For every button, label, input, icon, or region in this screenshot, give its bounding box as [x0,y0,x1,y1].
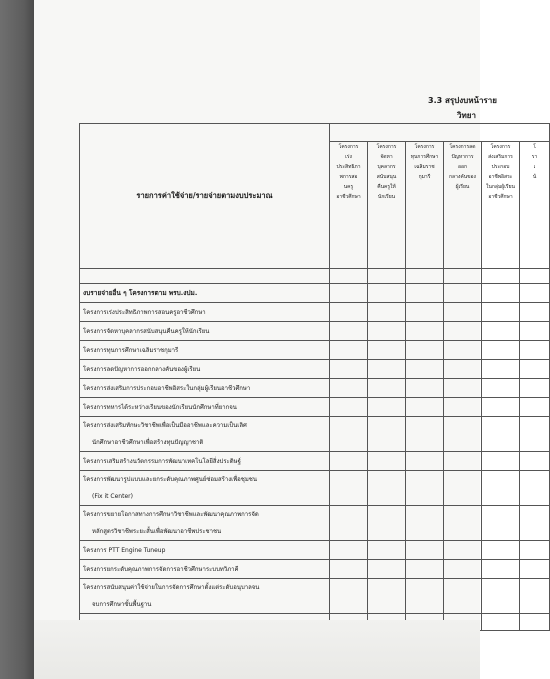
project-column-header-line: สนับสนุน [376,174,397,180]
project-column-header-line: ส่งเสริมการ [488,154,513,160]
value-cell [444,541,482,560]
value-cell [406,560,444,579]
value-cell [368,303,406,322]
value-cell [444,417,482,452]
value-cell [482,303,520,322]
scanner-edge [0,0,34,679]
value-cell [520,452,550,471]
row-label-text: โครงการทหารได้ระหว่างเรียนของนักเรียนนักศึกษาที่ยากจน [83,404,237,411]
value-cell [406,322,444,341]
value-cell [368,284,406,303]
project-column-header-line: กลางคันของ [449,174,476,180]
value-cell [520,579,550,614]
row-label [80,398,330,417]
value-cell [330,303,368,322]
row-label [80,379,330,398]
project-column-header-line: โครงการ [376,144,397,150]
project-column-header-line: น้ [532,174,537,180]
row-label-text: โครงการจัดหาบุคลากรสนับสนุนคืนครูให้นักเรียน [83,328,210,335]
value-cell [406,417,444,452]
value-cell [482,471,520,506]
value-cell [482,341,520,360]
value-cell [368,579,406,614]
value-cell [368,379,406,398]
row-label-text: โครงการเสริมสร้างนวัตกรรมการพัฒนาเทคโนโลยีสิ่งประดิษฐ์ [83,458,241,465]
table-row [80,360,550,379]
row-label-text: โครงการเร่งประสิทธิภาพการสอนครูอาชีวศึกษา [83,309,206,316]
value-cell [368,541,406,560]
value-cell [406,579,444,614]
group-header-cell [330,124,550,142]
value-cell [482,579,520,614]
project-column-header-line: โครงการ [490,144,511,150]
project-column-header-line: ประสิทธิภา [336,164,361,170]
value-cell [406,303,444,322]
value-cell [368,341,406,360]
project-column-header [330,142,368,269]
value-cell [406,398,444,417]
table-row [80,398,550,417]
project-column-header-line: ปัญหาการ [451,154,474,160]
project-column-header-line: เฉลิมราช [414,164,435,170]
value-cell [520,379,550,398]
value-cell [368,417,406,452]
row-label-continuation: (Fix it Center) [92,493,133,500]
value-cell [444,452,482,471]
project-column-header-line: โครงการลด [449,144,476,150]
value-cell [330,452,368,471]
value-cell [520,560,550,579]
value-cell [444,360,482,379]
budget-table [79,123,550,631]
page-bottom-margin [34,620,480,679]
value-cell [482,417,520,452]
project-column-header-line: อาชีวศึกษา [488,194,513,200]
project-column-header-line: เร่ง [345,154,352,160]
value-cell [444,379,482,398]
section-subheading: วิทยา [457,111,476,120]
project-column-header-line: ทุนการศึกษา [410,154,439,160]
value-cell [520,360,550,379]
row-label [80,284,330,303]
project-column-header-line: เ [533,164,536,170]
table-row [80,506,550,541]
project-column-header-line: ผู้เรียน [455,184,470,190]
project-column-header-line: คืนครูให้ [377,184,396,190]
value-cell [444,579,482,614]
project-column-header [444,142,482,269]
table-row [80,303,550,322]
value-cell [368,452,406,471]
project-column-header-line: บุคลากร [377,164,396,170]
value-cell [406,379,444,398]
value-cell [368,360,406,379]
row-label-text: โครงการสนับสนุนค่าใช้จ่ายในการจัดการศึกษาตั้งแต่ระดับอนุบาลจน [83,584,260,591]
table-top-strip [80,124,550,142]
row-label [80,471,330,506]
row-label-text: โครงการลดปัญหาการออกกลางคันของผู้เรียน [83,366,201,373]
project-column-header [368,142,406,269]
value-cell [368,398,406,417]
value-cell [482,398,520,417]
value-cell [444,341,482,360]
project-column-header-line: โครงการ [338,144,359,150]
value-cell [330,579,368,614]
value-cell [406,506,444,541]
row-label [80,560,330,579]
value-cell [520,506,550,541]
table-row [80,471,550,506]
project-column-header-line: พการสอ [339,174,358,180]
section-heading: 3.3 สรุปงบหน้าราย [428,96,497,105]
project-column-header-line: อาชีพอิสระ [488,174,513,180]
project-column-header-line: ในกลุ่มผู้เรียน [486,184,515,190]
table-row [80,452,550,471]
value-cell [520,398,550,417]
value-cell [330,471,368,506]
value-cell [444,398,482,417]
value-cell [444,471,482,506]
value-cell [482,284,520,303]
value-cell [368,506,406,541]
value-cell [520,341,550,360]
value-cell [520,614,550,631]
row-label [80,506,330,541]
value-cell [330,379,368,398]
project-column-header-line: โครงการ [414,144,435,150]
value-cell [482,541,520,560]
value-cell [482,322,520,341]
value-cell [444,322,482,341]
row-label-text: โครงการทุนการศึกษาเฉลิมราชกุมารี [83,347,179,354]
value-cell [444,560,482,579]
value-cell [520,322,550,341]
row-label [80,579,330,614]
project-column-header-line: กุมารี [418,174,431,180]
row-label-text: งบรายจ่ายอื่น ๆ โครงการตาม พรบ.งปม. [83,289,198,297]
value-cell [482,560,520,579]
project-column-header-line: โ [533,144,536,150]
value-cell [330,284,368,303]
table-row [80,417,550,452]
value-cell [406,284,444,303]
value-cell [330,417,368,452]
value-cell [330,560,368,579]
project-column-header-line: อาชีวศึกษา [336,194,361,200]
value-cell [482,379,520,398]
value-cell [406,452,444,471]
row-label-continuation: หลักสูตรวิชาชีพระยะสั้นเพื่อพัฒนาอาชีพประชาชน [92,528,222,535]
value-cell [406,360,444,379]
value-cell [482,452,520,471]
table-row [80,284,550,303]
value-cell [330,398,368,417]
project-column-header-line: ออก [457,164,468,170]
header-spacer-row [80,269,550,284]
table-row [80,341,550,360]
row-label [80,541,330,560]
row-label [80,303,330,322]
value-cell [482,360,520,379]
row-label [80,452,330,471]
value-cell [406,341,444,360]
row-label [80,417,330,452]
project-column-header [482,142,520,269]
value-cell [482,506,520,541]
row-label-text: โครงการส่งเสริมการประกอบอาชีพอิสระในกลุ่มผู้เรียนอาชีวศึกษา [83,385,251,392]
value-cell [330,360,368,379]
value-cell [520,284,550,303]
value-cell [444,506,482,541]
table-row [80,379,550,398]
value-cell [368,322,406,341]
project-column-header-line: รา [531,154,538,160]
row-label-text: โครงการส่งเสริมทักษะวิชาชีพเพื่อเป็นมืออาชีพและความเป็นเลิศ [83,422,247,429]
value-cell [330,506,368,541]
row-label-text: โครงการยกระดับคุณภาพการจัดการอาชีวศึกษาระบบทวิภาคี [83,566,239,573]
value-cell [520,541,550,560]
value-cell [330,541,368,560]
row-label-continuation: นักศึกษาอาชีวศึกษาเพื่อสร้างทุนปัญญาชาติ [92,439,204,446]
description-column-header: รายการค่าใช้จ่าย/รายจ่ายตามงบประมาณ [80,124,330,269]
row-label-text: โครงการขยายโอกาสทางการศึกษาวิชาชีพและพัฒนาคุณภาพการจัด [83,511,259,518]
project-column-header-line: นครู [343,184,354,190]
value-cell [444,303,482,322]
value-cell [520,417,550,452]
table-row [80,560,550,579]
value-cell [444,284,482,303]
row-label [80,322,330,341]
document-page [34,0,538,679]
project-column-header [406,142,444,269]
value-cell [406,541,444,560]
row-label [80,360,330,379]
project-column-header-line: นักเรียน [377,194,396,200]
project-column-header-line: จัดหา [380,154,393,160]
row-label-text: โครงการพัฒนารูปแบบและยกระดับคุณภาพศูนย์ซ่อมสร้างเพื่อชุมชน [83,476,257,483]
row-label [80,341,330,360]
value-cell [482,614,520,631]
row-label-continuation: จบการศึกษาขั้นพื้นฐาน [92,601,152,608]
row-label-text: โครงการ PTT Engine Tuneup [83,547,166,554]
value-cell [330,341,368,360]
value-cell [520,303,550,322]
value-cell [368,560,406,579]
project-column-header-line: ประกอบ [491,164,510,170]
table-row [80,579,550,614]
value-cell [406,471,444,506]
table-row [80,322,550,341]
table-row [80,541,550,560]
value-cell [520,471,550,506]
project-column-header [520,142,550,269]
value-cell [330,322,368,341]
value-cell [368,471,406,506]
